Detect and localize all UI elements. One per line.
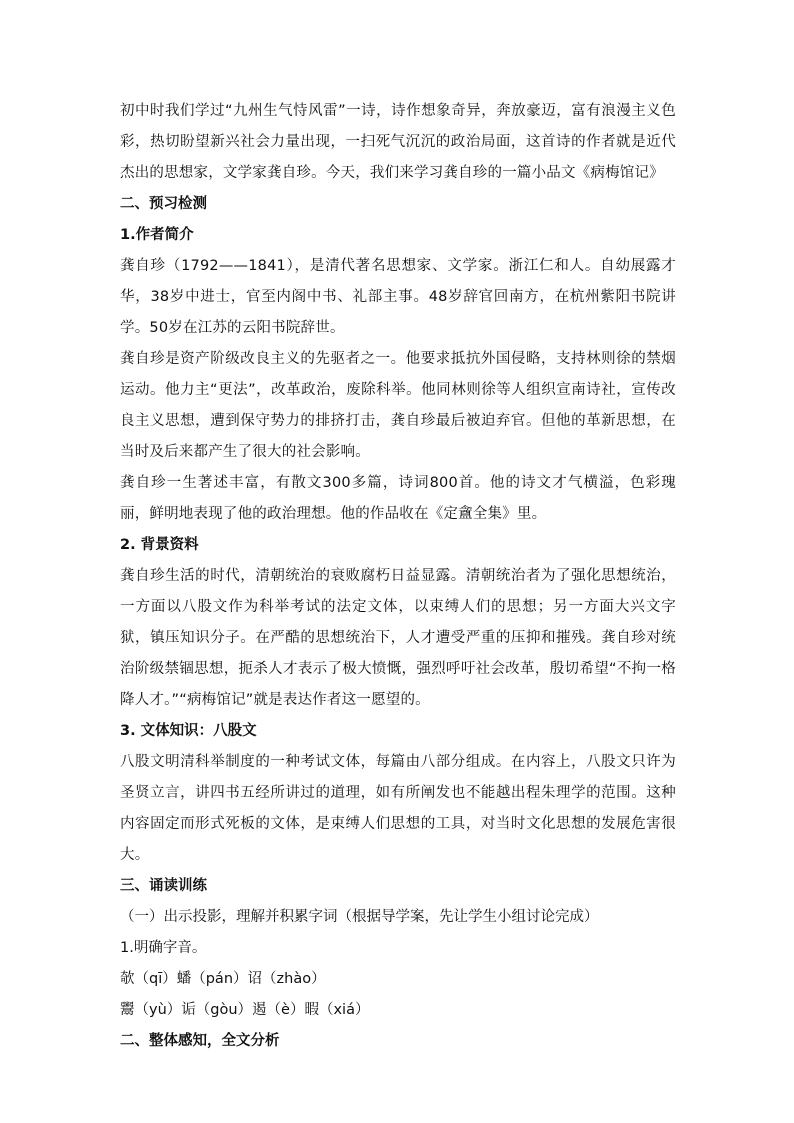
intro-paragraph: 初中时我们学过“九州生气恃风雷”一诗，诗作想象奇异，奔放豪迈，富有浪漫主义色彩，热切盼望新兴社会力量出现，一扫死气沉沉的政治局面，这首诗的作者就是近代杰出的思想家，文学家龚自珍。今天，我们来学习龚自珍的一篇小品文《病梅馆记》 — [120, 103, 676, 181]
subheading-background: 2. 背景资料 — [120, 537, 199, 553]
task-pronunciation: 1.明确字音。 — [120, 940, 207, 956]
task-projection: （一）出示投影，理解并积累字词（根据导学案，先让学生小组讨论完成） — [120, 909, 599, 925]
subheading-genre-knowledge: 3. 文体知识：八股文 — [120, 723, 257, 739]
section-heading-recitation: 三、诵读训练 — [120, 878, 207, 894]
section-heading-preview-check: 二、预习检测 — [120, 196, 207, 212]
pronunciation-line-2: 鬻（yù）诟（gòu）遏（è）暇（xiá） — [120, 1002, 370, 1018]
bagu-paragraph: 八股文明清科举制度的一种考试文体，每篇由八部分组成。在内容上，八股文只许为圣贤立言，讲四书五经所讲过的道理，如有所阐发也不能越出程朱理学的范围。这种内容固定而形式死板的文体，是束缚人们思想的工具，对当时文化思想的发展危害很大。 — [120, 754, 676, 863]
author-paragraph-1: 龚自珍（1792——1841），是清代著名思想家、文学家。浙江仁和人。自幼展露才华，38岁中进士，官至内阁中书、礼部主事。48岁辞官回南方，在杭州紫阳书院讲学。50岁在江苏的云阳书院辞世。 — [120, 258, 676, 336]
background-paragraph: 龚自珍生活的时代，清朝统治的衰败腐朽日益显露。清朝统治者为了强化思想统治，一方面以八股文作为科举考试的法定文体，以束缚人们的思想；另一方面大兴文字狱，镇压知识分子。在严酷的思想统治下，人才遭受严重的压抑和摧残。龚自珍对统治阶级禁锢思想，扼杀人才表示了极大愤慨，强烈呼吁社会改革，殷切希望“不拘一格降人才。”“病梅馆记”就是表达作者这一愿望的。 — [120, 568, 676, 708]
author-paragraph-3: 龚自珍一生著述丰富，有散文300多篇，诗词800首。他的诗文才气横溢，色彩瑰丽，鲜明地表现了他的政治理想。他的作品收在《定盦全集》里。 — [120, 475, 676, 522]
subheading-author-intro: 1.作者简介 — [120, 227, 194, 243]
document-body — [120, 96, 676, 1057]
author-paragraph-2: 龚自珍是资产阶级改良主义的先驱者之一。他要求抵抗外国侵略，支持林则徐的禁烟运动。他力主“更法”，改革政治，废除科举。他同林则徐等人组织宣南诗社，宣传改良主义思想，遭到保守势力的排挤打击，龚自珍最后被迫弃官。但他的革新思想，在当时及后来都产生了很大的社会影响。 — [120, 351, 676, 460]
pronunciation-line-1: 欹（qī）蟠（pán）诏（zhào） — [120, 971, 326, 987]
section-heading-overall: 二、整体感知，全文分析 — [120, 1033, 280, 1049]
